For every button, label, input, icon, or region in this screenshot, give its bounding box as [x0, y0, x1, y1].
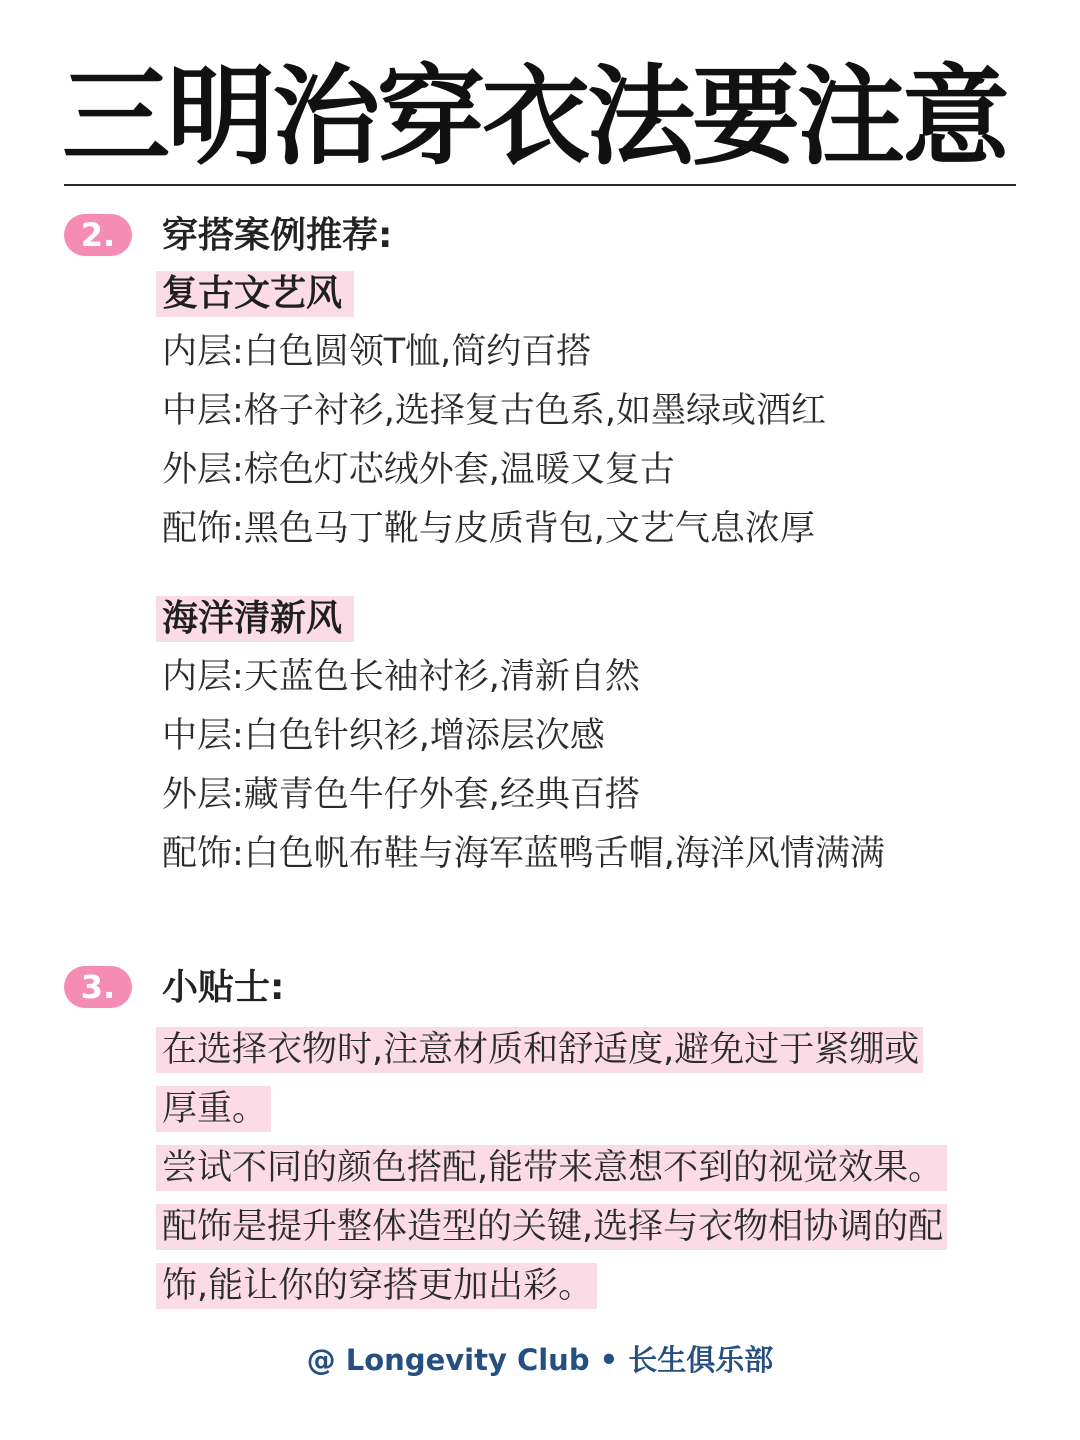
tip-line: 配饰是提升整体造型的关键,选择与衣物相协调的配: [156, 1204, 947, 1250]
style-item: 配饰:白色帆布鞋与海军蓝鸭舌帽,海洋风情满满: [162, 834, 885, 874]
tip-line: 饰,能让你的穿搭更加出彩。: [156, 1263, 597, 1309]
tip-line: 厚重。: [156, 1086, 271, 1132]
style-item: 中层:格子衬衫,选择复古色系,如墨绿或酒红: [162, 391, 827, 431]
title-divider: [64, 184, 1016, 186]
page-title: 三明治穿衣法要注意: [62, 55, 1008, 180]
style-heading-ocean: 海洋清新风: [156, 596, 354, 642]
tip-line: 在选择衣物时,注意材质和舒适度,避免过于紧绷或: [156, 1027, 923, 1073]
style-item: 中层:白色针织衫,增添层次感: [162, 716, 605, 756]
footer-credit: @ Longevity Club • 长生俱乐部: [306, 1343, 774, 1377]
section-title-tips: 小贴士:: [162, 967, 285, 1008]
section-number-badge: 3.: [64, 966, 132, 1008]
style-item: 内层:天蓝色长袖衬衫,清新自然: [162, 657, 640, 697]
section-number-badge: 2.: [64, 214, 132, 256]
style-heading-retro: 复古文艺风: [156, 271, 354, 317]
style-item: 配饰:黑色马丁靴与皮质背包,文艺气息浓厚: [162, 509, 815, 549]
style-item: 内层:白色圆领T恤,简约百搭: [162, 332, 592, 372]
tip-line: 尝试不同的颜色搭配,能带来意想不到的视觉效果。: [156, 1145, 947, 1191]
section-title-outfit-examples: 穿搭案例推荐:: [162, 215, 393, 256]
style-item: 外层:棕色灯芯绒外套,温暖又复古: [162, 450, 675, 490]
style-item: 外层:藏青色牛仔外套,经典百搭: [162, 775, 640, 815]
